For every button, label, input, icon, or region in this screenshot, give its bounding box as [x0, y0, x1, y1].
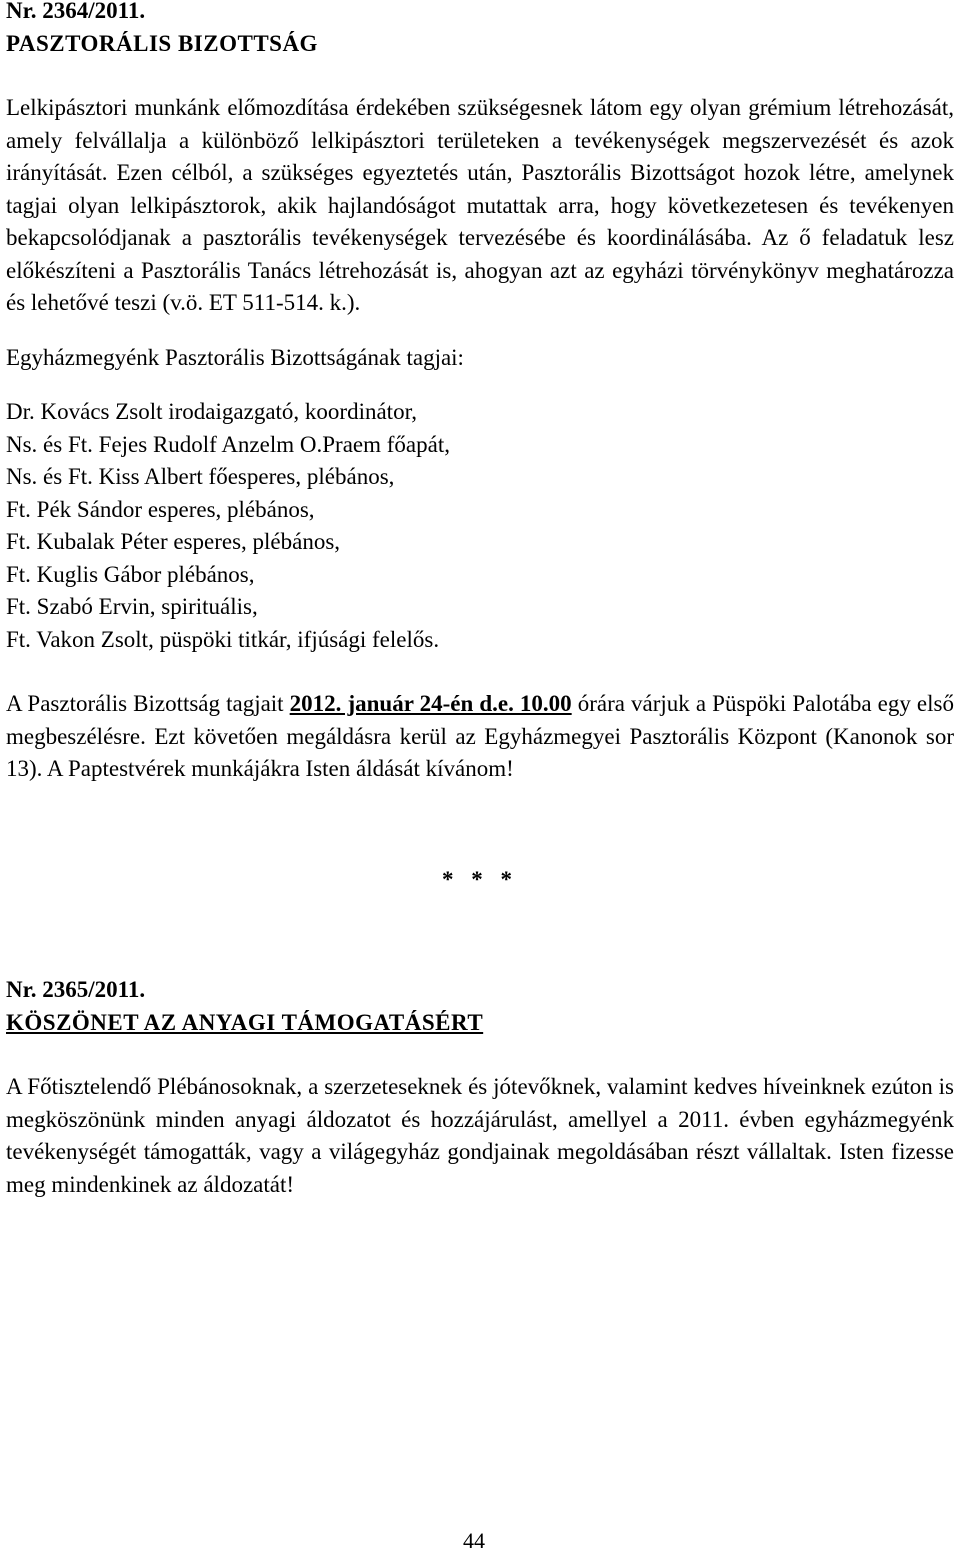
list-item: Ft. Vakon Zsolt, püspöki titkár, ifjúsági felelős. — [6, 626, 440, 652]
members-list — [6, 396, 954, 656]
list-item: Ft. Szabó Ervin, spirituális, — [6, 594, 258, 619]
list-item: Ns. és Ft. Fejes Rudolf Anzelm O.Praem főapát, — [6, 431, 450, 457]
list-item: Ft. Kuglis Gábor plébános, — [6, 561, 255, 587]
meeting-text-before: A Pasztorális Bizottság tagjait — [6, 691, 290, 716]
document-title: KÖSZÖNET AZ ANYAGI TÁMOGATÁSÉRT — [6, 1009, 484, 1035]
list-item: Ft. Kubalak Péter esperes, plébános, — [6, 529, 341, 554]
list-item: Dr. Kovács Zsolt irodaigazgató, koordinátor, — [6, 399, 418, 424]
members-heading: Egyházmegyénk Pasztorális Bizottságának tagjai: — [6, 344, 464, 370]
meeting-paragraph — [6, 688, 954, 786]
list-item: Ft. Pék Sándor esperes, plébános, — [6, 496, 315, 522]
meeting-date: 2012. január 24-én d.e. 10.00 — [289, 691, 572, 716]
page-number: 44 — [463, 1528, 485, 1553]
document-number: Nr. 2364/2011. — [6, 0, 146, 23]
list-item: Ns. és Ft. Kiss Albert főesperes, plébános, — [6, 464, 395, 489]
document-page — [6, 0, 954, 1201]
body-paragraph: A Főtisztelendő Plébánosoknak, a szerzeteseknek és jótevőknek, valamint kedves híveinknek ezúton is megköszönünk minden anyagi áldozatot és hozzájárulást, amellyel a 2011. évben egyházmegyénk tevékenységét támogatták, vagy a világegyház gondjainak megoldásában részt vállaltak. Isten fizesse meg mindenkinek az áldozatát! — [6, 1074, 954, 1197]
document-title: PASZTORÁLIS BIZOTTSÁG — [6, 30, 318, 56]
meeting-text-after: órára várjuk a Püspöki Palotába egy első megbeszélésre. Ezt követően megáldásra kerül az Egyházmegyei Pasztorális Központ (Kanonok sor 13). A Paptestvérek munkájákra Isten áldását kívánom! — [6, 691, 954, 781]
body-paragraph: Lelkipásztori munkánk előmozdítása érdekében szükségesnek látom egy olyan grémium létrehozását, amely felvállalja a különböző lelkipásztori területeken a tevékenységek megszervezését és azok irányítását. Ezen célból, a szükséges egyeztetés után, Pasztorális Bizottságot hozok létre, amelynek tagjai olyan lelkipásztorok, akik hajlandóságot mutattak arra, hogy következetesen és tevékenyen bekapcsolódjanak a pasztorális tevékenységek tervezésébe és koordinálásába. Az ő feladatuk lesz előkészíteni a Pasztorális Tanács létrehozását is, ahogyan azt az egyházi törvénykönyv meghatározza és lehetővé teszi (v.ö. ET 511-514. k.). — [6, 95, 954, 315]
section-separator: * * * — [442, 866, 518, 892]
document-number: Nr. 2365/2011. — [6, 977, 146, 1002]
